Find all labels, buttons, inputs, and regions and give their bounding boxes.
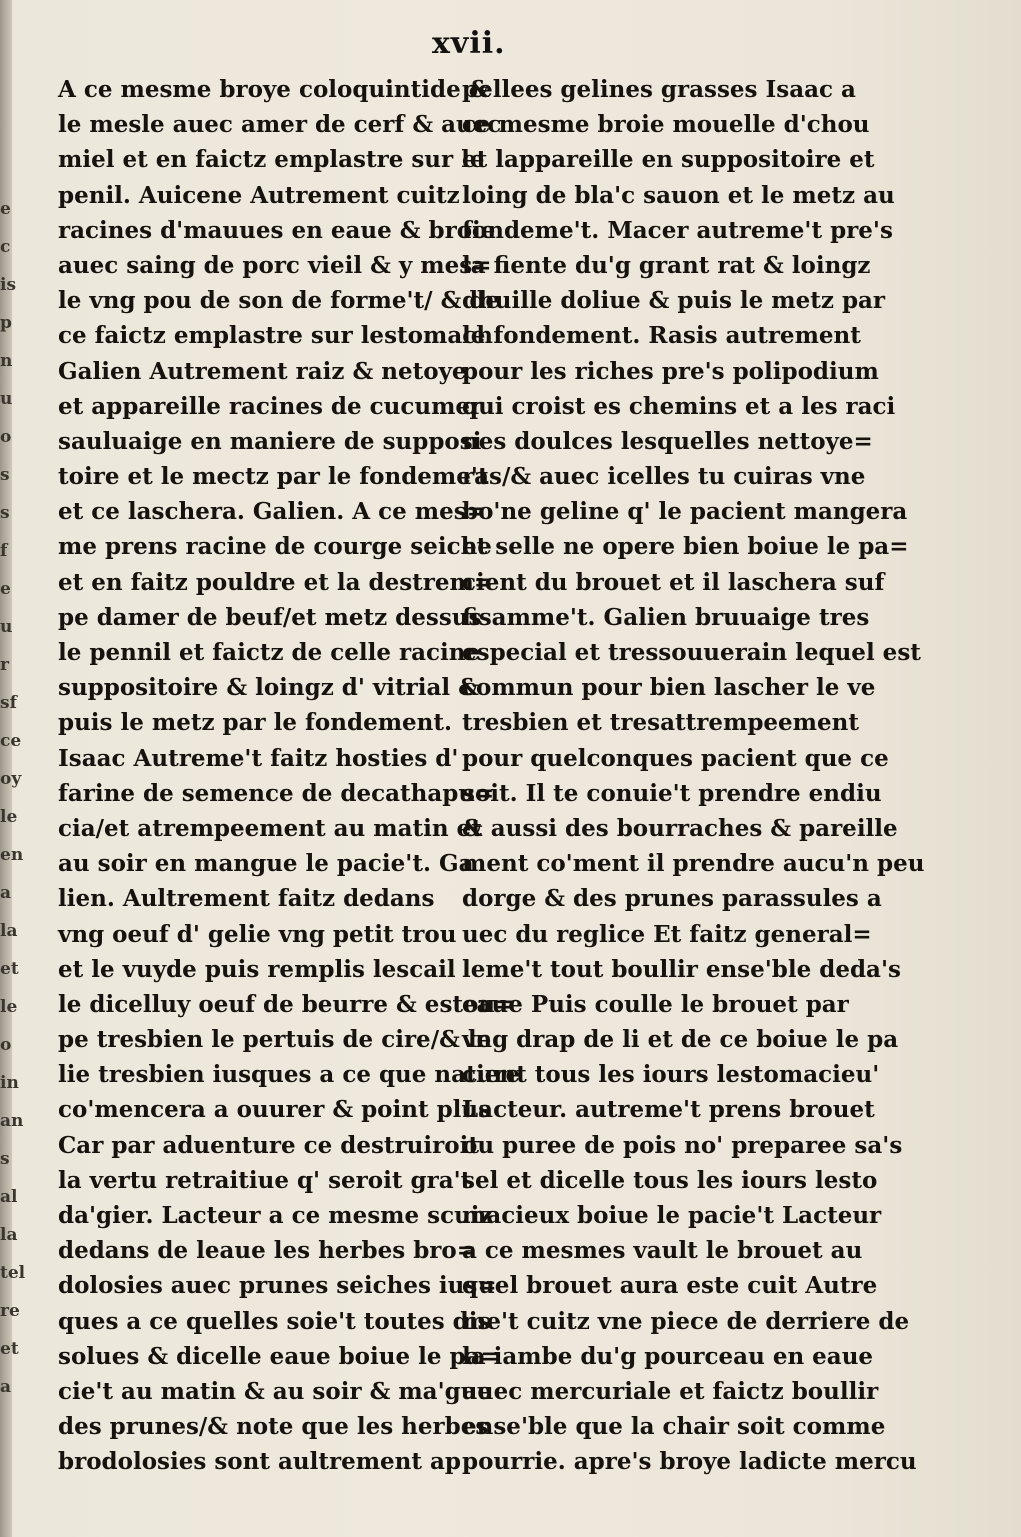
margin-fragment: al xyxy=(0,1187,18,1207)
text-line: cia/et atrempeement au matin et xyxy=(58,814,482,842)
margin-fragment: oy xyxy=(0,769,22,789)
margin-fragment: is xyxy=(0,275,17,295)
text-line: ras/& auec icelles tu cuiras vne xyxy=(462,463,866,491)
text-line: bo'ne geline q' le pacient mangera xyxy=(462,498,908,526)
text-line: uec du reglice Et faitz general= xyxy=(462,920,872,948)
text-line: le dicelluy oeuf de beurre & estou= xyxy=(58,990,515,1018)
margin-fragment: an xyxy=(0,1111,24,1131)
text-line: pellees gelines grasses Isaac a xyxy=(462,76,856,103)
text-line: sauluaige en maniere de supposi xyxy=(58,427,482,455)
text-line: brodolosies sont aultrement ap xyxy=(58,1448,462,1476)
text-line: ce faictz emplastre sur lestomach xyxy=(58,322,493,350)
text-line: co'mencera a ouurer & point plus xyxy=(58,1096,492,1124)
margin-fragment: p xyxy=(0,313,12,333)
text-line: et selle ne opere bien boiue le pa= xyxy=(462,533,909,561)
text-line: et en faitz pouldre et la destrem= xyxy=(58,568,494,596)
text-line: ce mesme broie mouelle d'chou xyxy=(462,111,870,139)
text-line: ment co'ment il prendre aucu'n peu xyxy=(462,850,925,878)
margin-fragment: et xyxy=(0,1339,19,1359)
text-line: pe tresbien le pertuis de cire/& le xyxy=(58,1026,492,1054)
previous-page-margin xyxy=(0,190,26,1406)
margin-fragment: a xyxy=(0,883,12,903)
text-line: penil. Auicene Autrement cuitz xyxy=(58,181,460,209)
text-line: nes doulces lesquelles nettoye= xyxy=(462,427,873,455)
text-line: toire et le mectz par le fondeme't xyxy=(58,463,489,491)
text-line: le pennil et faictz de celle racine xyxy=(58,639,481,666)
text-line: pour les riches pre's polipodium xyxy=(462,357,879,385)
text-line: fondeme't. Macer autreme't pre's xyxy=(462,216,893,244)
text-line: dolosies auec prunes seiches ius= xyxy=(58,1272,497,1300)
text-line: et lappareille en suppositoire et xyxy=(462,146,875,174)
margin-fragment: u xyxy=(0,617,13,637)
text-line: eaue Puis coulle le brouet par xyxy=(462,990,849,1018)
text-line: especial et tressouuerain lequel est xyxy=(462,639,921,666)
margin-fragment: sf xyxy=(0,693,17,713)
margin-fragment: le xyxy=(0,807,18,827)
text-line: fisamme't. Galien bruuaige tres xyxy=(462,603,870,631)
folio-number: xvii. xyxy=(432,26,506,61)
text-line: sel et dicelle tous les iours lesto xyxy=(462,1166,878,1194)
text-line: le mesle auec amer de cerf & auec xyxy=(58,111,502,139)
text-line: me't cuitz vne piece de derriere de xyxy=(462,1307,910,1335)
text-line: suppositoire & loingz d' vitrial & xyxy=(58,674,479,702)
text-line: racines d'mauues en eaue & broie xyxy=(58,216,496,244)
text-line: vng drap de li et de ce boiue le pa xyxy=(462,1026,899,1054)
margin-fragment: in xyxy=(0,1073,19,1093)
text-line: dedans de leaue les herbes bro= xyxy=(58,1237,477,1265)
text-line: au soir en mangue le pacie't. Ga xyxy=(58,850,474,878)
text-line: lie tresbien iusques a ce que nature xyxy=(58,1061,521,1089)
left-text-column xyxy=(58,72,521,1480)
text-line: cient du brouet et il laschera suf xyxy=(462,568,885,596)
text-line: dhuille doliue & puis le metz par xyxy=(462,287,886,315)
text-line: pour quelconques pacient que ce xyxy=(462,744,889,772)
margin-fragment: e xyxy=(0,199,11,219)
text-line: miel et en faictz emplastre sur le xyxy=(58,146,485,174)
margin-fragment: f xyxy=(0,541,8,561)
margin-fragment: ce xyxy=(0,731,22,751)
text-line: farine de semence de decathapu= xyxy=(58,779,495,807)
text-line: Galien Autrement raiz & netoye xyxy=(58,357,467,385)
text-line: me prens racine de courge seiche xyxy=(58,533,492,561)
text-line: la fiente du'g grant rat & loingz xyxy=(462,251,871,279)
margin-fragment: tel xyxy=(0,1263,26,1283)
text-line: solues & dicelle eaue boiue le pa= xyxy=(58,1342,500,1370)
right-text-column xyxy=(462,72,925,1480)
text-line: pe damer de beuf/et metz dessus xyxy=(58,603,482,631)
margin-fragment: a xyxy=(0,1377,12,1397)
text-line: commun pour bien lascher le ve xyxy=(462,674,876,702)
text-line: a ce mesmes vault le brouet au xyxy=(462,1237,863,1265)
margin-fragment: u xyxy=(0,389,13,409)
margin-fragment: c xyxy=(0,237,11,257)
margin-fragment: s xyxy=(0,465,10,485)
text-line: qui croist es chemins et a les raci xyxy=(462,392,896,420)
text-line: macieux boiue le pacie't Lacteur xyxy=(462,1202,882,1229)
text-line: Car par aduenture ce destruiroit xyxy=(58,1131,479,1159)
text-line: et ce laschera. Galien. A ce mes= xyxy=(58,498,486,526)
text-line: ques a ce quelles soie't toutes dis xyxy=(58,1307,491,1335)
text-line: cient tous les iours lestomacieu' xyxy=(462,1061,880,1089)
margin-fragment: o xyxy=(0,1035,12,1055)
text-line: le vng pou de son de forme't/ & de xyxy=(58,287,501,315)
text-line: leme't tout boullir ense'ble deda's xyxy=(462,955,901,983)
text-line: Lacteur. autreme't prens brouet xyxy=(462,1096,875,1124)
margin-fragment: s xyxy=(0,503,10,523)
text-line: lien. Aultrement faitz dedans xyxy=(58,885,435,913)
margin-fragment: o xyxy=(0,427,12,447)
text-line: puis le metz par le fondement. xyxy=(58,709,453,737)
text-line: le fondement. Rasis autrement xyxy=(462,322,861,350)
margin-fragment: la xyxy=(0,921,18,941)
text-line: soit. Il te conuie't prendre endiu xyxy=(462,779,882,807)
margin-fragment: n xyxy=(0,351,13,371)
text-line: auec saing de porc vieil & y mes= xyxy=(58,251,492,279)
text-line: des prunes/& note que les herbes xyxy=(58,1413,489,1441)
text-line: pourrie. apre's broye ladicte mercu xyxy=(462,1448,917,1476)
margin-fragment: r xyxy=(0,655,9,675)
margin-fragment: et xyxy=(0,959,19,979)
text-line: loing de bla'c sauon et le metz au xyxy=(462,181,895,209)
text-line: auec mercuriale et faictz boullir xyxy=(462,1377,879,1405)
text-line: dorge & des prunes parassules a xyxy=(462,885,882,913)
margin-fragment: e xyxy=(0,579,11,599)
text-line: la iambe du'g pourceau en eaue xyxy=(462,1342,874,1370)
text-line: Isaac Autreme't faitz hosties d' xyxy=(58,744,459,772)
text-line: et le vuyde puis remplis lescail xyxy=(58,955,456,983)
text-line: da'gier. Lacteur a ce mesme scuiz xyxy=(58,1202,493,1229)
margin-fragment: le xyxy=(0,997,18,1017)
margin-fragment: re xyxy=(0,1301,20,1321)
text-line: vng oeuf d' gelie vng petit trou xyxy=(58,920,457,948)
text-line: tresbien et tresattrempeement xyxy=(462,709,859,737)
text-line: & aussi des bourraches & pareille xyxy=(462,814,898,842)
margin-fragment: en xyxy=(0,845,24,865)
text-line: et appareille racines de cucumer xyxy=(58,392,483,420)
text-line: ou puree de pois no' preparee sa's xyxy=(462,1131,903,1159)
text-line: quel brouet aura este cuit Autre xyxy=(462,1272,878,1300)
text-line: cie't au matin & au soir & ma'gue xyxy=(58,1377,493,1405)
text-line: ense'ble que la chair soit comme xyxy=(462,1413,886,1441)
text-line: A ce mesme broye coloquintide & xyxy=(58,76,490,103)
text-line: la vertu retraitiue q' seroit gra't xyxy=(58,1166,472,1194)
margin-fragment: la xyxy=(0,1225,18,1245)
margin-fragment: s xyxy=(0,1149,10,1169)
